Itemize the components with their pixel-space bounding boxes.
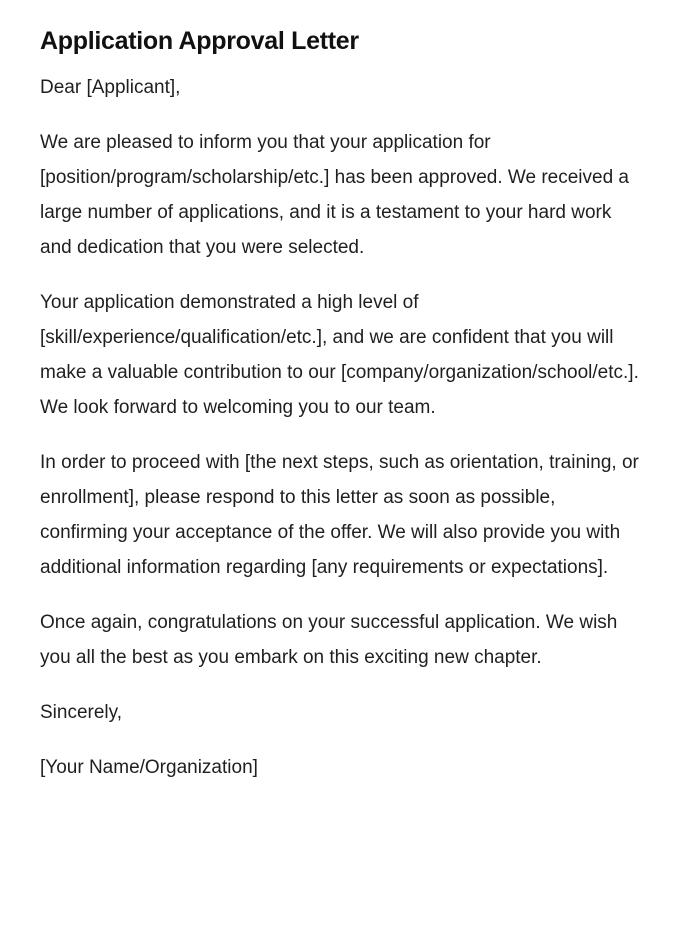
letter-signature: [Your Name/Organization] bbox=[40, 757, 258, 778]
letter-paragraph-1: We are pleased to inform you that your application for [position/program/scholarship/etc.] has been approved. We received a large number of applications, and it is a testament to your hard work and dedication that you were selected. bbox=[40, 132, 629, 258]
letter-closing: Sincerely, bbox=[40, 702, 123, 723]
letter-paragraph-2: Your application demonstrated a high level of [skill/experience/qualification/etc.], and we are confident that you will make a valuable contribution to our [company/organization/school/etc.]. We look forward to welcoming you to our team. bbox=[40, 292, 639, 418]
letter-paragraph-3: In order to proceed with [the next steps, such as orientation, training, or enrollment], please respond to this letter as soon as possible, confirming your acceptance of the offer. We will also provide you with additional information regarding [any requirements or expectations]. bbox=[40, 452, 639, 578]
letter bbox=[40, 24, 640, 785]
letter-title: Application Approval Letter bbox=[40, 27, 359, 55]
letter-salutation: Dear [Applicant], bbox=[40, 77, 181, 98]
letter-paragraph-4: Once again, congratulations on your successful application. We wish you all the best as you embark on this exciting new chapter. bbox=[40, 612, 618, 668]
